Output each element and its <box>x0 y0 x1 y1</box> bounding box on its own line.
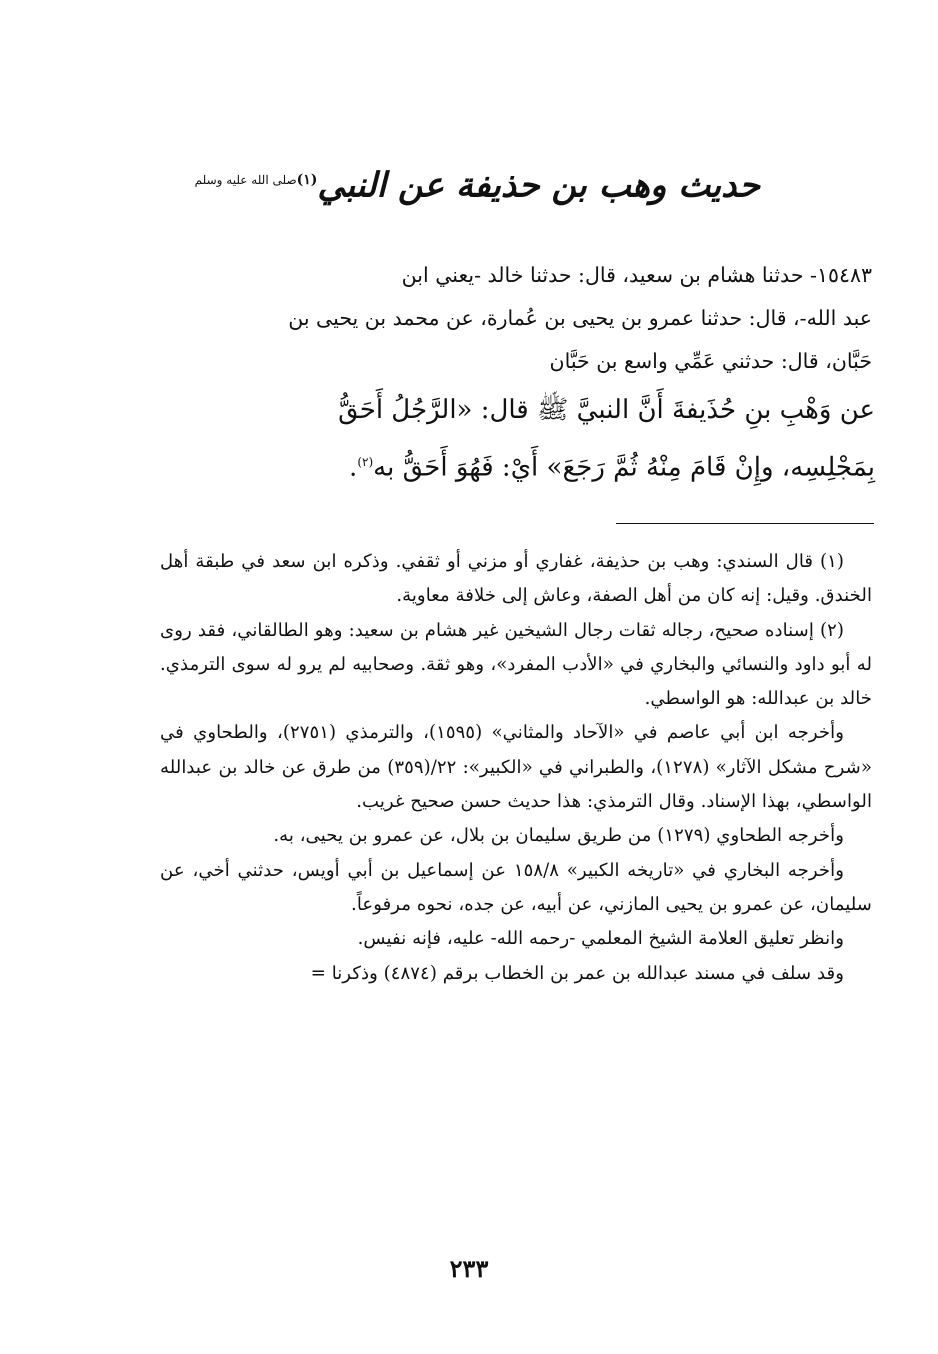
hadith-isnad <box>170 254 872 383</box>
footnotes <box>160 545 872 991</box>
chapter-title <box>194 150 760 215</box>
footnote-paragraph: (٢) إسناده صحيح، رجاله ثقات رجال الشيخين غير هشام بن سعيد: وهو الطالقاني، فقد روى له أبو داود والنسائي والبخاري في «الأدب المفرد»، وهو ثقة. وصحابيه لم يرو له سوى الترمذي. خالد بن عبدالله: هو الواسطي. <box>160 619 872 710</box>
footnote-separator <box>616 523 874 524</box>
footnote-paragraph: وانظر تعليق العلامة الشيخ المعلمي -رحمه الله- عليه، فإنه نفيس. <box>357 928 844 950</box>
footnote-paragraph: وأخرجه الطحاوي (١٢٧٩) من طريق سليمان بن بلال، عن عمرو بن يحيى، به. <box>273 825 844 847</box>
matn-end: . <box>349 452 358 483</box>
title-footnote-mark: (١) <box>296 172 318 188</box>
page-number: ٢٣٣ <box>449 1254 489 1283</box>
matn-line: بِمَجْلِسِه، وإِنْ قَامَ مِنْهُ ثُمَّ رَجَعَ» أَيْ: فَهُوَ أَحَقُّ به <box>373 452 875 483</box>
isnad-line: حَبَّان، قال: حدثني عَمِّي واسع بن حَبَّان <box>549 349 872 373</box>
footnote-paragraph: وأخرجه البخاري في «تاريخه الكبير» ١٥٨/٨ عن إسماعيل بن أبي أويس، حدثني أخي، عن سليمان، عن عمرو بن يحيى المازني، عن أبيه، عن جده، نحوه مرفوعاً. <box>160 859 872 915</box>
matn-line: عن وَهْبِ بنِ حُذَيفةَ أَنَّ النبيَّ ﷺ قال: «الرَّجُلُ أَحَقُّ <box>338 395 875 425</box>
matn-footnote-mark: (٢) <box>357 455 374 469</box>
isnad-line: عبد الله-، قال: حدثنا عمرو بن يحيى بن عُمارة، عن محمد بن يحيى بن <box>288 306 872 330</box>
hadith-matn <box>165 384 875 494</box>
chapter-title-text: حديث وهب بن حذيفة عن النبي <box>317 165 760 206</box>
footnote-paragraph: (١) قال السندي: وهب بن حذيفة، غفاري أو مزني أو ثقفي. وذكره ابن سعد في طبقة أهل الخندق. وقيل: إنه كان من أهل الصفة، وعاش إلى خلافة معاوية. <box>160 551 872 607</box>
footnote-paragraph: وأخرجه ابن أبي عاصم في «الآحاد والمثاني» (١٥٩٥)، والترمذي (٢٧٥١)، والطحاوي في «شرح مشكل الآثار» (١٢٧٨)، والطبراني في «الكبير»: ٢٢/(٣٥٩) من طرق عن خالد بن عبدالله الواسطي، بهذا الإسناد. وقال الترمذي: هذا حديث حسن صحيح غريب. <box>160 722 872 813</box>
footnote-paragraph: وقد سلف في مسند عبدالله بن عمر بن الخطاب برقم (٤٨٧٤) وذكرنا = <box>310 962 844 984</box>
honorific: صلى الله عليه وسلم <box>194 173 297 187</box>
matn-line-last <box>165 436 875 494</box>
isnad-line: ١٥٤٨٣- حدثنا هشام بن سعيد، قال: حدثنا خالد -يعني ابن <box>401 263 872 287</box>
